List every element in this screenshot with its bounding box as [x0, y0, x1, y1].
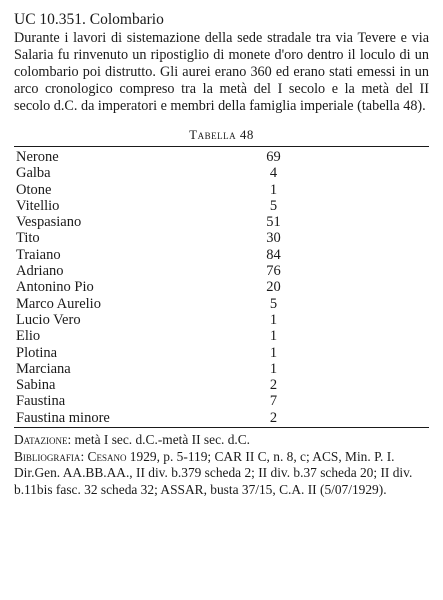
table-row [14, 361, 429, 377]
table-row [14, 214, 429, 230]
coin-count: 20 [266, 279, 281, 296]
table-row [14, 377, 429, 393]
coin-count: 76 [266, 263, 281, 280]
emperor-name: Faustina minore [16, 409, 110, 426]
coin-count: 7 [269, 393, 278, 410]
emperor-name: Vitellio [16, 197, 60, 214]
emperor-name: Marco Aurelio [16, 295, 101, 312]
emperor-name: Plotina [16, 344, 58, 361]
table-row [14, 410, 429, 426]
table-caption: Tabella 48 [189, 127, 254, 142]
table-row [14, 312, 429, 328]
emperor-name: Adriano [16, 263, 64, 280]
bibliography-author: Cesano [87, 448, 127, 464]
coin-count: 69 [266, 149, 281, 165]
coin-count: 84 [266, 246, 281, 263]
coin-count: 30 [266, 230, 281, 247]
table-row [14, 296, 429, 312]
emperor-name: Galba [16, 165, 51, 182]
coin-count: 1 [269, 360, 278, 377]
bibliography-label: Bibliografia [14, 448, 81, 464]
dating-line [14, 432, 429, 449]
emperor-name: Sabina [16, 377, 56, 394]
emperor-name: Tito [16, 230, 40, 247]
emperor-name: Lucio Vero [16, 311, 81, 328]
coin-count: 1 [269, 344, 278, 361]
emperor-name: Vespasiano [16, 214, 82, 231]
table-row [14, 263, 429, 279]
emperor-name: Faustina [16, 393, 66, 410]
table-bottom-rule [14, 427, 429, 428]
footer-notes [14, 432, 429, 498]
emperor-name: Marciana [16, 360, 71, 377]
table-row [14, 198, 429, 214]
emperor-name: Otone [16, 181, 52, 198]
coin-count: 5 [269, 197, 278, 214]
coin-count: 1 [269, 328, 278, 345]
bibliography-text: 1929, p. 5-119; CAR II C, n. 8, c; ACS, Min. P. I. Dir.Gen. AA.BB.AA., II div. b.379 scheda 2; II div. b.37 scheda 20; II div. b.11bis fasc. 32 scheda 32; ASSAR, busta 37/15, C.A. II (5/07/1929). [14, 448, 413, 497]
intro-paragraph: Durante i lavori di sistemazione della sede stradale tra via Tevere e via Salaria fu rinvenuto un ripostiglio di monete d'oro dentro il loculo di un colombario poi distrutto. Gli aurei erano 360 ed erano stati emessi in un arco cronologico compreso tra la metà del I secolo e la metà del II secolo d.C. da imperatori e membri della famiglia imperiale (tabella 48). [14, 30, 429, 114]
emperor-name: Elio [16, 328, 41, 345]
table-row [14, 328, 429, 344]
dating-label: Datazione [14, 432, 68, 448]
coin-count: 5 [269, 295, 278, 312]
coin-count: 1 [269, 181, 278, 198]
coin-count: 51 [266, 214, 281, 231]
entry-heading: UC 10.351. Colombario [14, 11, 164, 28]
bibliography-separator: : [80, 448, 88, 464]
table-row [14, 149, 429, 165]
table-row [14, 230, 429, 246]
coin-count: 2 [269, 377, 278, 394]
dating-text: : metà I sec. d.C.-metà II sec. d.C. [67, 432, 251, 448]
emperor-name: Antonino Pio [16, 279, 94, 296]
emperor-name: Nerone [16, 149, 59, 165]
emperor-name: Traiano [16, 246, 61, 263]
table-row [14, 345, 429, 361]
bibliography-line [14, 449, 429, 499]
table-row [14, 247, 429, 263]
coin-table [14, 147, 429, 427]
coin-count: 1 [269, 311, 278, 328]
table-row [14, 393, 429, 409]
table-row [14, 279, 429, 295]
coin-count: 2 [269, 409, 278, 426]
coin-count: 4 [269, 165, 278, 182]
table-row [14, 165, 429, 181]
table-row [14, 182, 429, 198]
